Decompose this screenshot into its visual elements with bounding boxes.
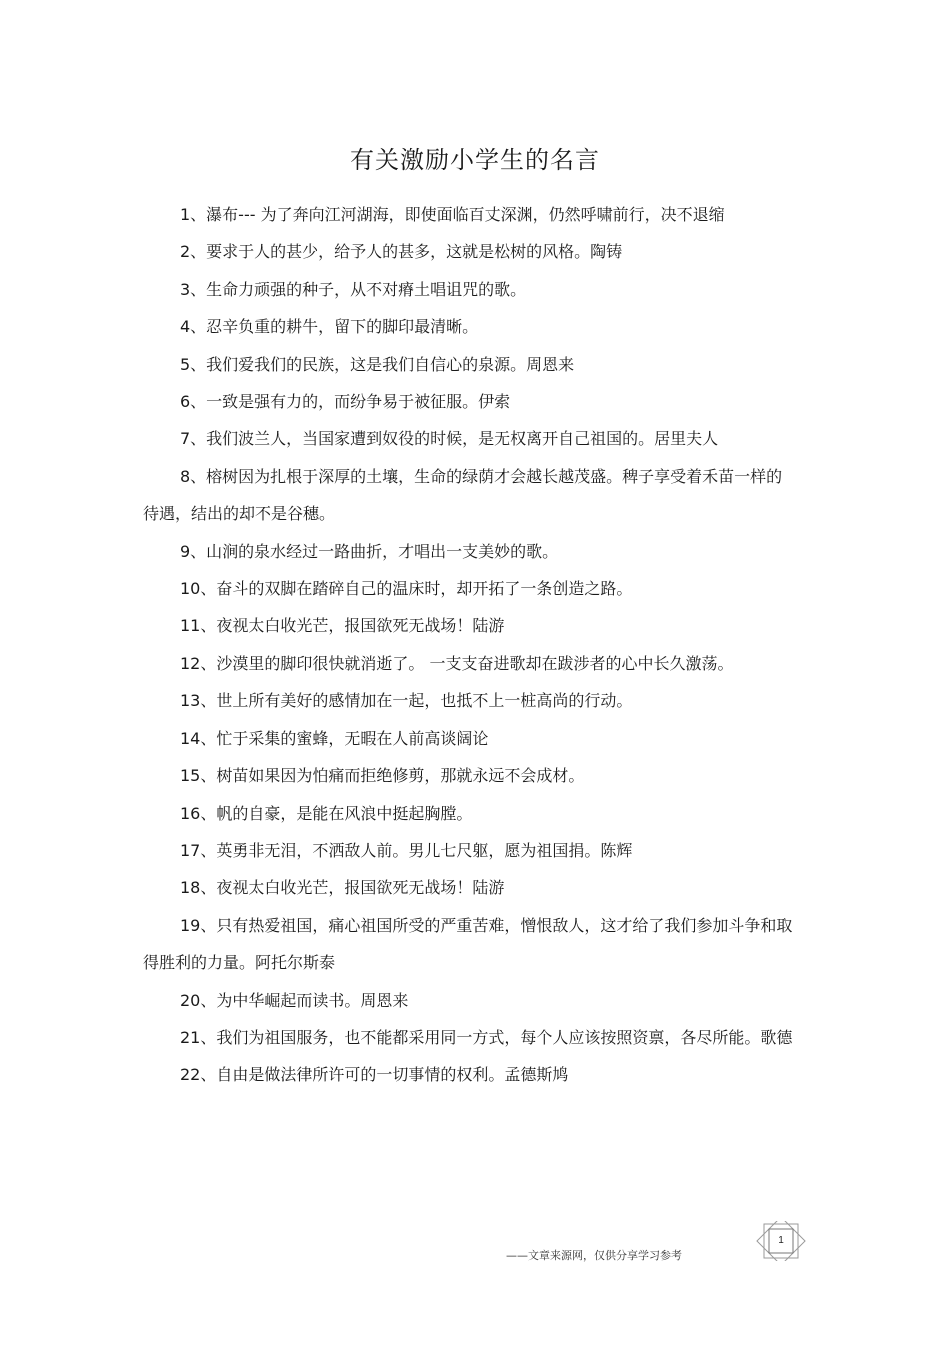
page-number: 1: [778, 1235, 784, 1246]
quote-item: 22、自由是做法律所许可的一切事情的权利。孟德斯鸠: [180, 1065, 569, 1085]
quote-item: 2、要求于人的甚少，给予人的甚多，这就是松树的风格。陶铸: [180, 242, 623, 262]
quote-item: 4、忍辛负重的耕牛，留下的脚印最清晰。: [180, 317, 479, 337]
quote-item: 19、只有热爱祖国，痛心祖国所受的严重苦难，憎恨敌人，这才给了我们参加斗争和取得胜利的力量。阿托尔斯泰: [143, 915, 793, 973]
quote-item: 3、生命力顽强的种子，从不对瘠土唱诅咒的歌。: [180, 279, 527, 299]
quote-item: 10、奋斗的双脚在踏碎自己的温床时，却开拓了一条创造之路。: [180, 579, 633, 599]
quote-item: 14、忙于采集的蜜蜂，无暇在人前高谈阔论: [180, 728, 489, 748]
quote-item: 12、沙漠里的脚印很快就消逝了。 一支支奋进歌却在跋涉者的心中长久激荡。: [180, 653, 734, 673]
quote-item: 16、帆的自豪，是能在风浪中挺起胸膛。: [180, 803, 473, 823]
quote-item: 9、山涧的泉水经过一路曲折，才唱出一支美妙的歌。: [180, 541, 559, 561]
quote-item: 15、树苗如果因为怕痛而拒绝修剪，那就永远不会成材。: [180, 766, 585, 786]
quote-item: 7、我们波兰人，当国家遭到奴役的时候，是无权离开自己祖国的。居里夫人: [180, 429, 719, 449]
quote-item: 20、为中华崛起而读书。周恩来: [180, 990, 409, 1010]
quote-item: 18、夜视太白收光芒，报国欲死无战场！陆游: [180, 878, 505, 898]
quote-item: 11、夜视太白收光芒，报国欲死无战场！陆游: [180, 616, 505, 636]
quote-item: 13、世上所有美好的感情加在一起，也抵不上一桩高尚的行动。: [180, 691, 633, 711]
page-title: 有关激励小学生的名言: [350, 146, 600, 174]
footer-source-note: ——文章来源网，仅供分享学习参考: [506, 1249, 682, 1262]
quote-item: 21、我们为祖国服务，也不能都采用同一方式，每个人应该按照资禀，各尽所能。歌德: [180, 1027, 793, 1047]
quote-item: 6、一致是强有力的，而纷争易于被征服。伊索: [180, 392, 511, 412]
quote-item: 5、我们爱我们的民族，这是我们自信心的泉源。周恩来: [180, 354, 575, 374]
quote-item: 17、英勇非无泪，不洒敌人前。男儿七尺躯，愿为祖国捐。陈辉: [180, 840, 633, 860]
quote-list: [143, 196, 793, 1094]
quote-item: 8、榕树因为扎根于深厚的土壤，生命的绿荫才会越长越茂盛。稗子享受着禾苗一样的待遇，结出的却不是谷穗。: [143, 466, 783, 524]
quote-item: 1、瀑布--- 为了奔向江河湖海，即使面临百丈深渊，仍然呼啸前行，决不退缩: [180, 205, 725, 224]
